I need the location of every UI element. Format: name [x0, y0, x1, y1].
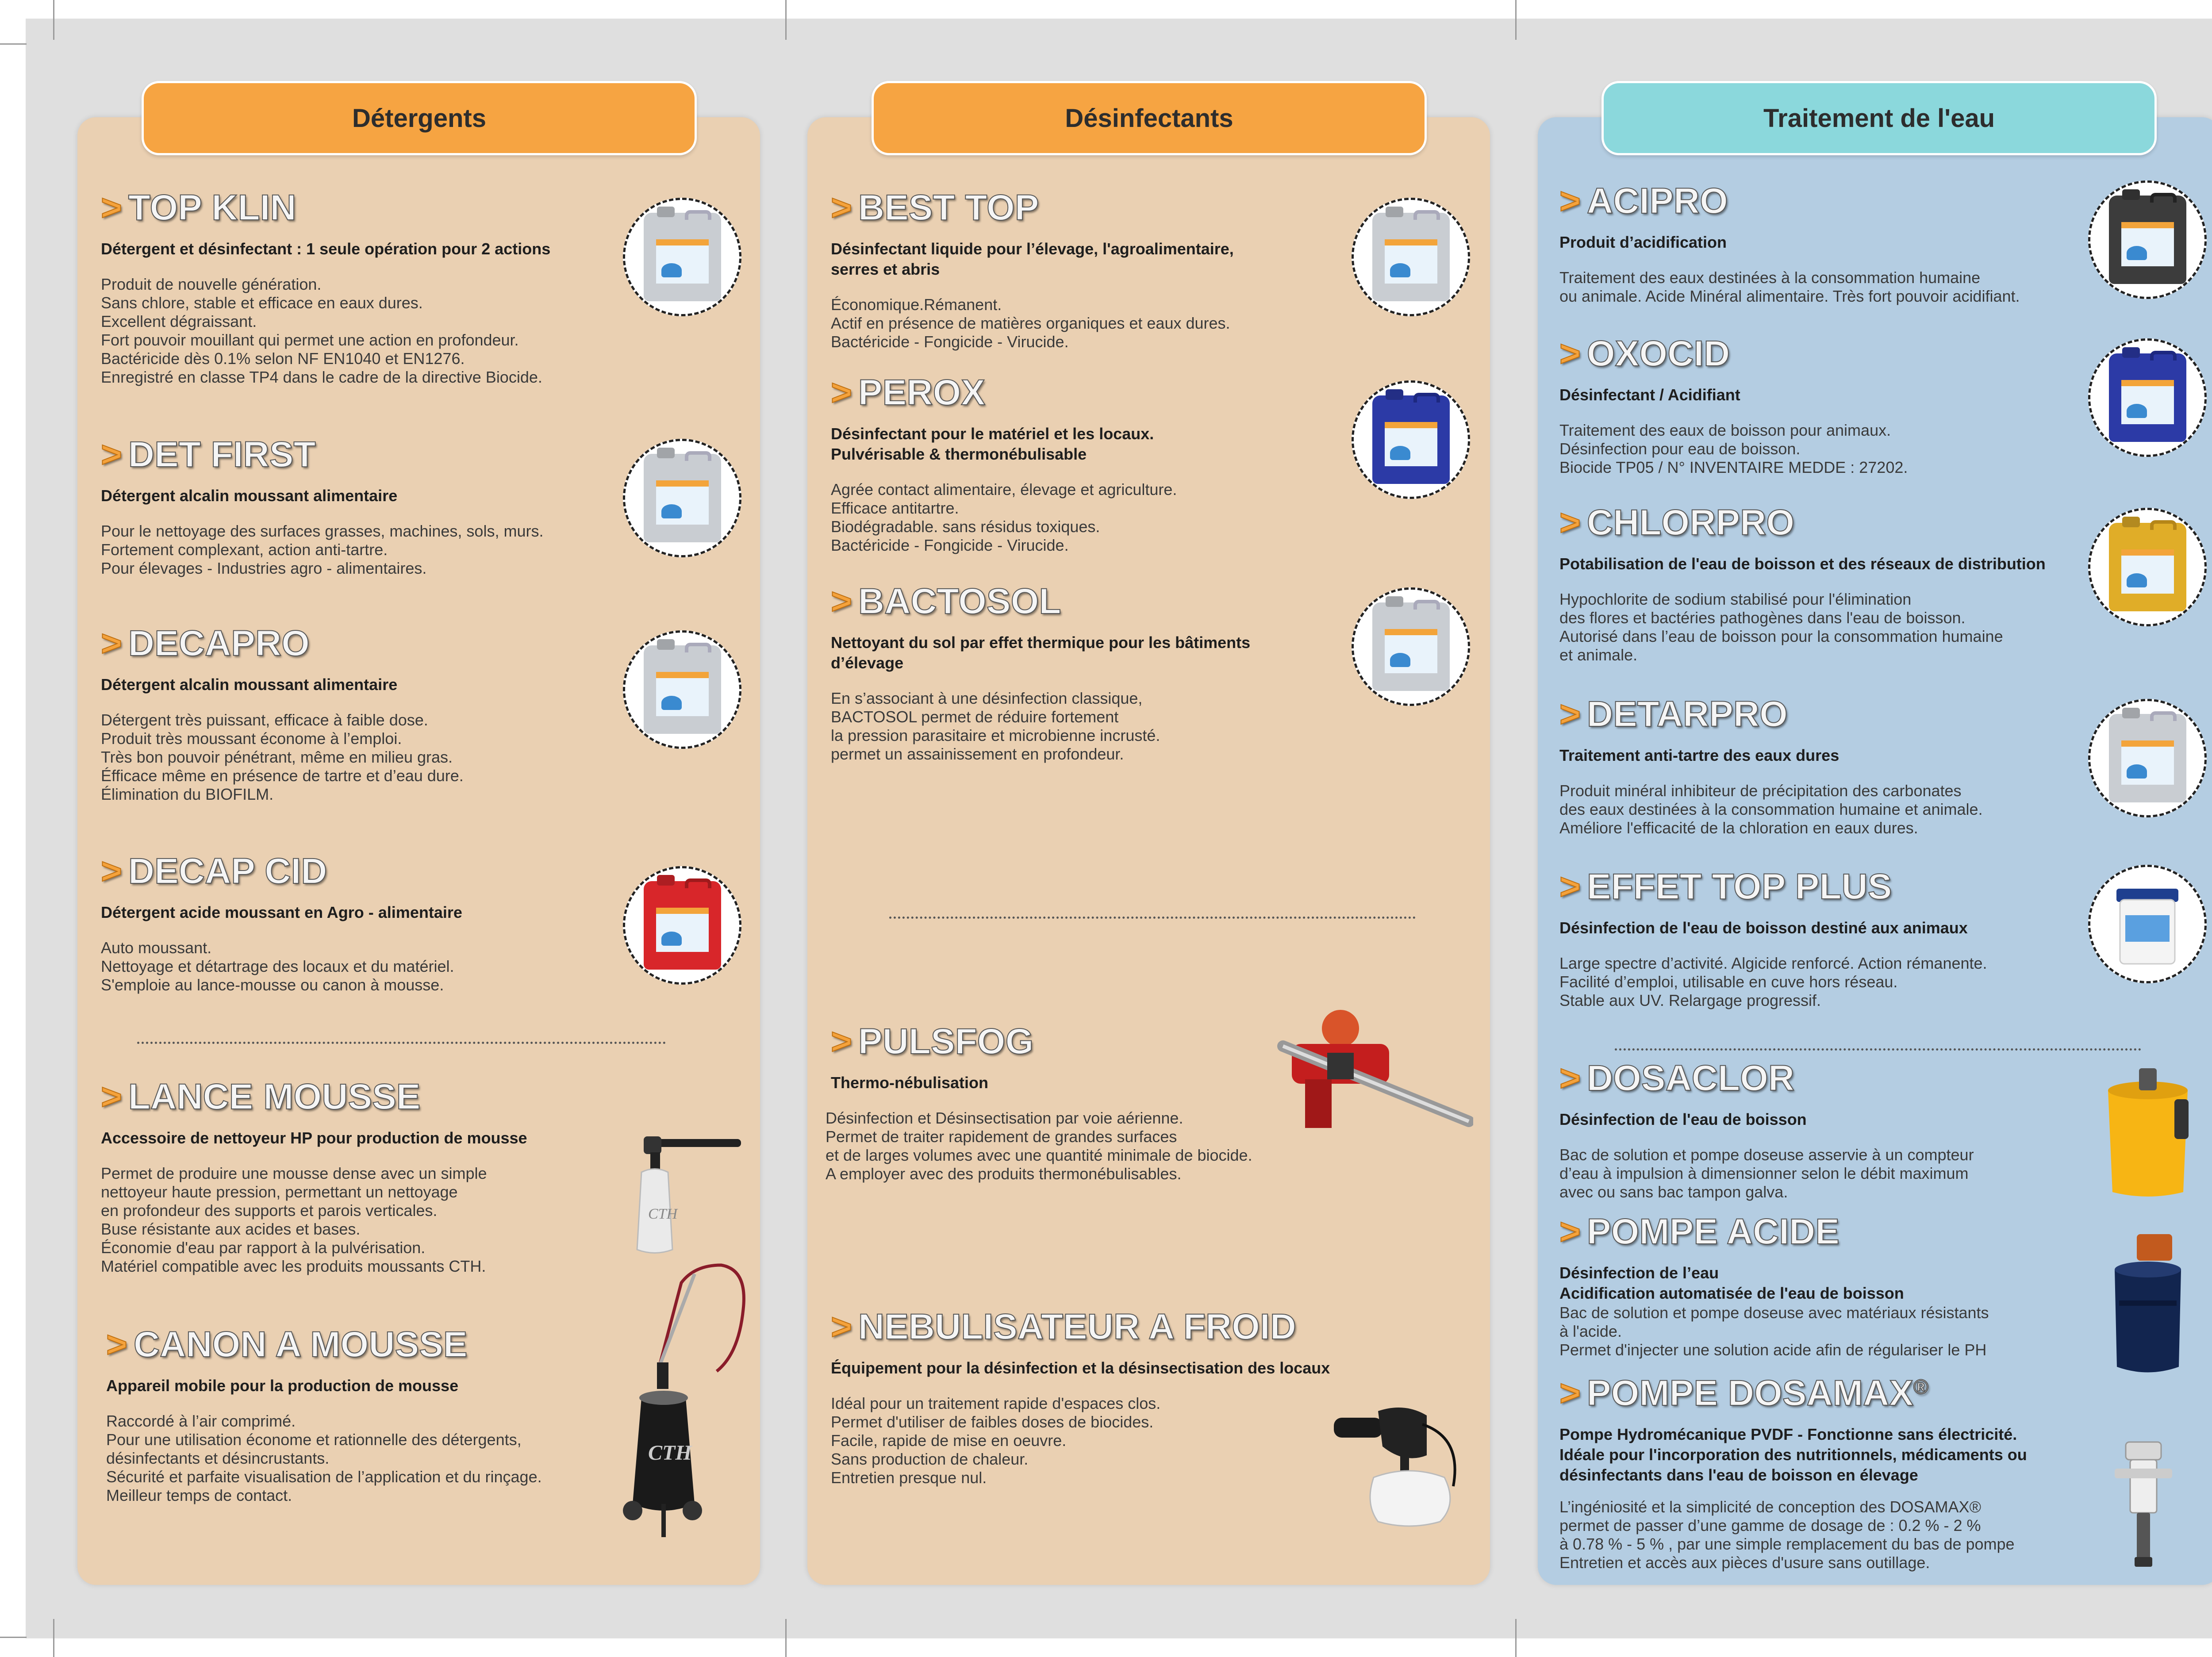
blue-jerrycan-icon: [1352, 380, 1470, 499]
product-subtitle: Désinfection de l'eau de boisson destiné aux animaux: [1559, 919, 1968, 937]
white-jerrycan-icon: [2088, 699, 2207, 817]
product-pompe-acide: [1559, 1210, 2192, 1359]
product-title: > OXOCID: [1559, 334, 1730, 374]
product-title: > TOP KLIN: [101, 188, 296, 228]
product-description: En s’associant à une désinfection classique, BACTOSOL permet de réduire fortement la pression parasitaire et microbienne incrusté. permet un assainissement en profondeur.: [831, 689, 1160, 763]
divider: [1615, 1048, 2141, 1051]
dark-jerrycan-icon: [2088, 180, 2207, 299]
product-subtitle: Produit d’acidification: [1559, 233, 1727, 251]
product-subtitle: Détergent alcalin moussant alimentaire: [101, 675, 398, 694]
product-subtitle: Détergent acide moussant en Agro - alimentaire: [101, 903, 462, 921]
product-title: > DETARPRO: [1559, 694, 1788, 734]
product-title: > PEROX: [831, 372, 985, 413]
divider: [889, 917, 1416, 919]
product-description: Idéal pour un traitement rapide d'espaces clos. Permet d'utiliser de faibles doses de biocides. Facile, rapide de mise en oeuvre. Sans production de chaleur. Entretien presque nul.: [831, 1394, 1161, 1487]
crop-mark: [1515, 0, 1517, 40]
product-description: L’ingéniosité et la simplicité de conception des DOSAMAX® permet de passer d’une gamme de dosage de : 0.2 % - 2 % à 0.78 % - 5 % , par une simple remplacement du bas de pompe Entretien et accès aux pièces d'usure sans outillage.: [1559, 1498, 2015, 1572]
product-title: > CANON A MOUSSE: [106, 1324, 468, 1365]
tab-water-treatment: Traitement de l'eau: [1601, 81, 2157, 155]
product-description: Traitement des eaux de boisson pour animaux. Désinfection pour eau de boisson. Biocide TP05 / N° INVENTAIRE MEDDE : 27202.: [1559, 421, 1908, 476]
registered-mark: ®: [1913, 1375, 1928, 1398]
product-description: Pour le nettoyage des surfaces grasses, machines, sols, murs. Fortement complexant, action anti-tartre. Pour élevages - Industries agro - alimentaires.: [101, 522, 544, 577]
product-title: > BACTOSOL: [831, 581, 1061, 621]
crop-mark: [0, 43, 27, 45]
blue-jerrycan-icon: [2088, 338, 2207, 457]
cold-fogger-icon: [1329, 1398, 1467, 1530]
product-pompe-dosamax: [1559, 1371, 2192, 1572]
foam-cannon-icon: [606, 1256, 757, 1539]
product-description: Détergent très puissant, efficace à faible dose. Produit très moussant économe à l’emploi. Très bon pouvoir pénétrant, même en milieu gras. Éfficace même en présence de tartre et d’eau dure. Élimination du BIOFILM.: [101, 711, 464, 803]
product-subtitle: Désinfectant liquide pour l’élevage, l'agroalimentaire, serres et abris: [831, 240, 1234, 278]
crop-mark: [785, 0, 787, 40]
divider: [137, 1042, 666, 1044]
product-description: Produit minéral inhibiteur de précipitation des carbonates des eaux destinées à la consommation humaine et animale. Améliore l'efficacité de la chloration en eaux dures.: [1559, 782, 1983, 837]
product-title: > CHLORPRO: [1559, 502, 1795, 543]
yellow-jerrycan-icon: [2088, 508, 2207, 626]
product-description: Hypochlorite de sodium stabilisé pour l'élimination des flores et bactéries pathogènes dans l'eau de boisson. Autorisé dans l’eau de boisson pour la consommation humaine et animale.: [1559, 590, 2003, 664]
product-description: Bac de solution et pompe doseuse avec matériaux résistants à l'acide. Permet d'injecter une solution acide afin de régulariser le PH: [1559, 1304, 1989, 1359]
product-dosaclor: [1559, 1056, 2192, 1201]
product-subtitle: Désinfection de l'eau de boisson: [1559, 1110, 1807, 1128]
white-jerrycan-icon: [623, 439, 741, 557]
product-subtitle: Potabilisation de l'eau de boisson et des réseaux de distribution: [1559, 555, 2046, 573]
tab-detergents: Détergents: [142, 81, 697, 155]
product-subtitle: Thermo-nébulisation: [831, 1074, 989, 1092]
product-title: > DECAPRO: [101, 623, 310, 664]
thermal-fogger-icon: [1265, 1004, 1473, 1137]
product-title: > EFFET TOP PLUS: [1559, 867, 1892, 907]
product-description: Agrée contact alimentaire, élevage et agriculture. Efficace antitartre. Biodégradable. sans résidus toxiques. Bactéricide - Fongicide - Virucide.: [831, 480, 1177, 554]
product-title: > DET FIRST: [101, 434, 316, 475]
crop-mark: [53, 0, 54, 40]
foam-lance-icon: [617, 1130, 745, 1258]
product-description: Permet de produire une mousse dense avec un simple nettoyeur haute pression, permettant un nettoyage en profondeur des supports et parois verticales. Buse résistante aux acides et bases. Économie d'eau par rapport à la pulvérisation. Matériel compatible avec les produits moussants CTH.: [101, 1164, 487, 1275]
crop-mark: [0, 1637, 27, 1638]
acid-pump-icon: [2106, 1230, 2190, 1380]
crop-mark: [1515, 1619, 1517, 1657]
product-subtitle: Traitement anti-tartre des eaux dures: [1559, 746, 1839, 764]
product-title: > DECAP CID: [101, 851, 327, 891]
white-jerrycan-icon: [1352, 587, 1470, 706]
product-title: > POMPE ACIDE: [1559, 1212, 1839, 1252]
product-description: Auto moussant. Nettoyage et détartrage des locaux et du matériel. S'emploie au lance-mousse ou canon à mousse.: [101, 939, 454, 994]
svg-text:CTH: CTH: [648, 1206, 678, 1222]
product-title: > PULSFOG: [831, 1021, 1034, 1062]
product-title: > BEST TOP: [831, 188, 1039, 228]
product-subtitle: Détergent et désinfectant : 1 seule opération pour 2 actions: [101, 240, 551, 258]
product-description: Traitement des eaux destinées à la consommation humaine ou animale. Acide Minéral alimentaire. Très fort pouvoir acidifiant.: [1559, 268, 2020, 305]
product-description: Raccordé à l’air comprimé. Pour une utilisation économe et rationnelle des détergents, désinfectants et désincrustants. Sécurité et parfaite visualisation de l’application et du rinçage. Meilleur temps de contact.: [106, 1412, 542, 1504]
product-description: Désinfection et Désinsectisation par voie aérienne. Permet de traiter rapidement de grandes surfaces et de larges volumes avec une quantité minimale de biocide. A employer avec des produits thermonébulisables.: [826, 1109, 1252, 1183]
product-subtitle: Accessoire de nettoyeur HP pour production de mousse: [101, 1129, 527, 1147]
product-title: > POMPE DOSAMAX®: [1559, 1373, 1928, 1413]
tab-disinfectants: Désinfectants: [872, 81, 1427, 155]
product-title: > NEBULISATEUR A FROID: [831, 1307, 1296, 1347]
white-jerrycan-icon: [623, 198, 741, 316]
dosing-tank-icon: [2099, 1064, 2197, 1201]
product-description: Large spectre d’activité. Algicide renforcé. Action rémanente. Facilité d’emploi, utilisable en cuve hors réseau. Stable aux UV. Relargage progressif.: [1559, 954, 1987, 1009]
product-description: Produit de nouvelle génération. Sans chlore, stable et efficace en eaux dures. Excellent dégraissant. Fort pouvoir mouillant qui permet une action en profondeur. Bactéricide dès 0.1% selon NF EN1040 et EN1276. Enregistré en classe TP4 dans le cadre de la directive Biocide.: [101, 275, 542, 386]
crop-mark: [785, 1619, 787, 1657]
product-subtitle: Appareil mobile pour la production de mousse: [106, 1377, 459, 1395]
crop-mark: [53, 1619, 54, 1657]
product-subtitle: Équipement pour la désinfection et la désinsectisation des locaux: [831, 1359, 1330, 1377]
white-jerrycan-icon: [1352, 198, 1470, 316]
red-jerrycan-icon: [623, 866, 741, 985]
dosamax-pump-icon: [2112, 1438, 2174, 1570]
product-subtitle: Nettoyant du sol par effet thermique pour les bâtiments d’élevage: [831, 633, 1251, 672]
product-subtitle: Désinfectant pour le matériel et les locaux. Pulvérisable & thermonébulisable: [831, 425, 1154, 463]
product-title: > LANCE MOUSSE: [101, 1077, 421, 1117]
product-subtitle: Désinfectant / Acidifiant: [1559, 386, 1740, 404]
white-jerrycan-icon: [623, 630, 741, 749]
product-subtitle: Désinfection de l’eau Acidification automatisée de l'eau de boisson: [1559, 1264, 1904, 1302]
tablet-tub-icon: [2088, 865, 2207, 983]
product-title: > ACIPRO: [1559, 181, 1728, 221]
product-title: > DOSACLOR: [1559, 1058, 1795, 1098]
product-description: Économique.Rémanent. Actif en présence de matières organiques et eaux dures. Bactéricide - Fongicide - Virucide.: [831, 295, 1230, 351]
product-description: Bac de solution et pompe doseuse asservie à un compteur d’eau à impulsion à dimensionner selon le débit maximum avec ou sans bac tampon galva.: [1559, 1146, 1974, 1201]
product-subtitle: Détergent alcalin moussant alimentaire: [101, 487, 398, 505]
svg-text:CTH: CTH: [648, 1441, 692, 1465]
product-subtitle: Pompe Hydromécanique PVDF - Fonctionne sans électricité. Idéale pour l'incorporation des nutritionnels, médicaments ou désinfectants dans l'eau de boisson en élevage: [1559, 1425, 2027, 1484]
